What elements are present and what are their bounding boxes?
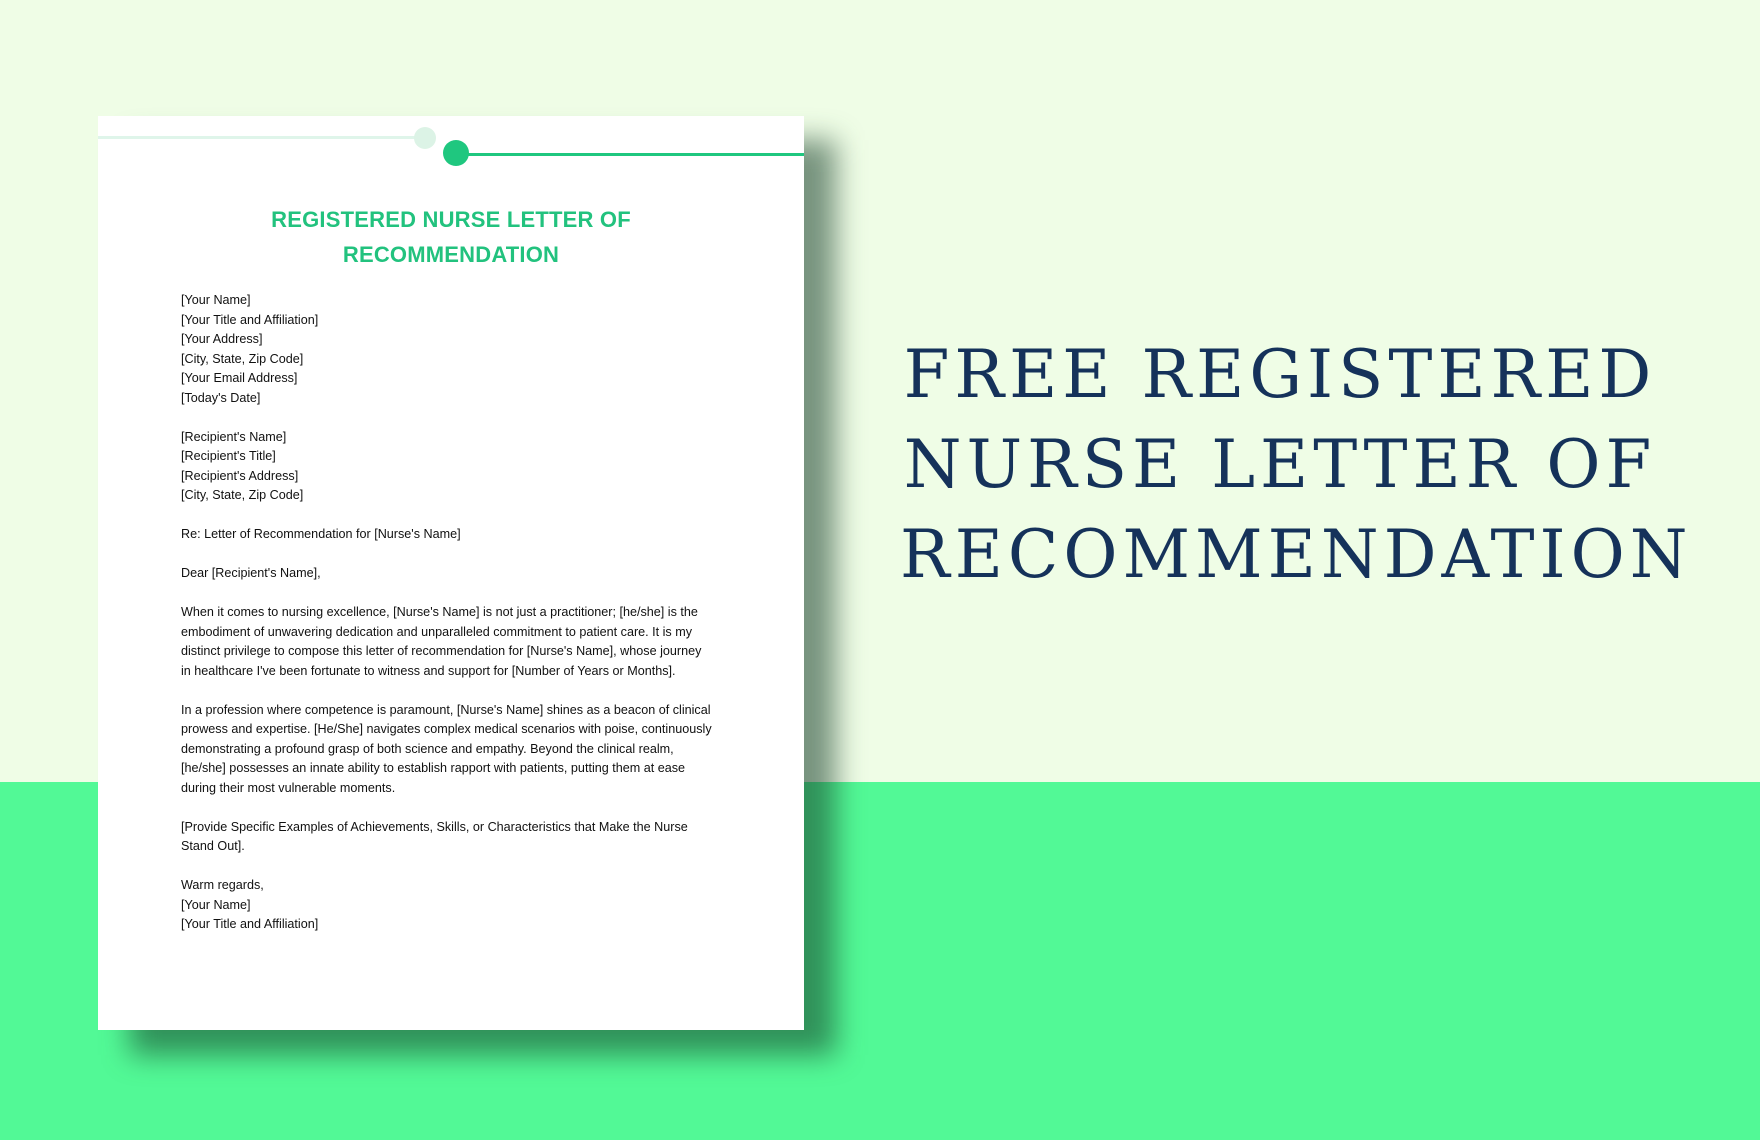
closing-block — [181, 876, 741, 935]
sender-line: [Your Address] — [181, 332, 263, 346]
subject-line — [181, 525, 741, 545]
paragraph-line: In a profession where competence is paramount, [Nurse's Name] shines as a beacon of clinical — [181, 702, 711, 717]
sender-line: [Your Title and Affiliation] — [181, 312, 319, 327]
paragraph-line: embodiment of unwavering dedication and unparalleled commitment to patient care. It is my — [181, 624, 693, 639]
salutation-text: Dear [Recipient's Name], — [181, 566, 321, 580]
decorative-dot-green — [443, 140, 469, 166]
promo-headline — [900, 330, 1693, 600]
document-title-line: RECOMMENDATION — [342, 242, 560, 267]
sender-block — [181, 291, 741, 408]
sender-line: [City, State, Zip Code] — [181, 351, 304, 366]
recipient-line: [Recipient's Address] — [181, 468, 299, 483]
document-title-line: REGISTERED NURSE LETTER OF — [271, 207, 631, 232]
sender-line: [Your Name] — [181, 293, 251, 307]
paragraph-line: prowess and expertise. [He/She] navigates complex medical scenarios with poise, continuously — [181, 722, 712, 736]
recipient-line: [Recipient's Title] — [181, 449, 276, 463]
recipient-line: [City, State, Zip Code] — [181, 488, 304, 502]
paragraph-line: in healthcare I've been fortunate to witness and support for [Number of Years or Months]. — [181, 663, 676, 678]
paragraph-line: [Provide Specific Examples of Achievements, Skills, or Characteristics that Make the Nurse — [181, 819, 688, 834]
paragraph-line: during their most vulnerable moments. — [181, 780, 396, 795]
closing-line: [Your Name] — [181, 897, 251, 912]
letter-body — [181, 291, 741, 954]
paragraph-line: When it comes to nursing excellence, [Nurse's Name] is not just a practitioner; [he/she] is the — [181, 605, 698, 619]
decorative-dot-light — [414, 127, 436, 149]
paragraph-line: distinct privilege to compose this letter of recommendation for [Nurse's Name], whose journey — [181, 644, 702, 658]
paragraph-line: demonstrating a profound grasp of both science and empathy. Beyond the clinical realm, — [181, 741, 674, 756]
paragraph-2 — [181, 701, 741, 799]
closing-line: Warm regards, — [181, 878, 264, 892]
decorative-line-left — [98, 136, 418, 139]
recipient-block — [181, 428, 741, 506]
letter-document — [98, 116, 804, 1030]
sender-line: [Your Email Address] — [181, 371, 298, 385]
subject-text: Re: Letter of Recommendation for [Nurse's Name] — [181, 527, 461, 541]
recipient-line: [Recipient's Name] — [181, 429, 287, 444]
headline-line: FREE REGISTERED — [903, 336, 1657, 413]
headline-line: NURSE LETTER OF — [903, 426, 1657, 503]
decorative-line-right — [466, 153, 804, 156]
closing-line: [Your Title and Affiliation] — [181, 917, 319, 931]
document-title — [98, 202, 804, 272]
paragraph-1 — [181, 603, 741, 681]
paragraph-3 — [181, 818, 741, 857]
headline-line: RECOMMENDATION — [900, 516, 1693, 593]
salutation — [181, 564, 741, 584]
paragraph-line: Stand Out]. — [181, 839, 245, 853]
paragraph-line: [he/she] possesses an innate ability to establish rapport with patients, putting them at ease — [181, 761, 686, 775]
sender-line: [Today's Date] — [181, 390, 261, 405]
